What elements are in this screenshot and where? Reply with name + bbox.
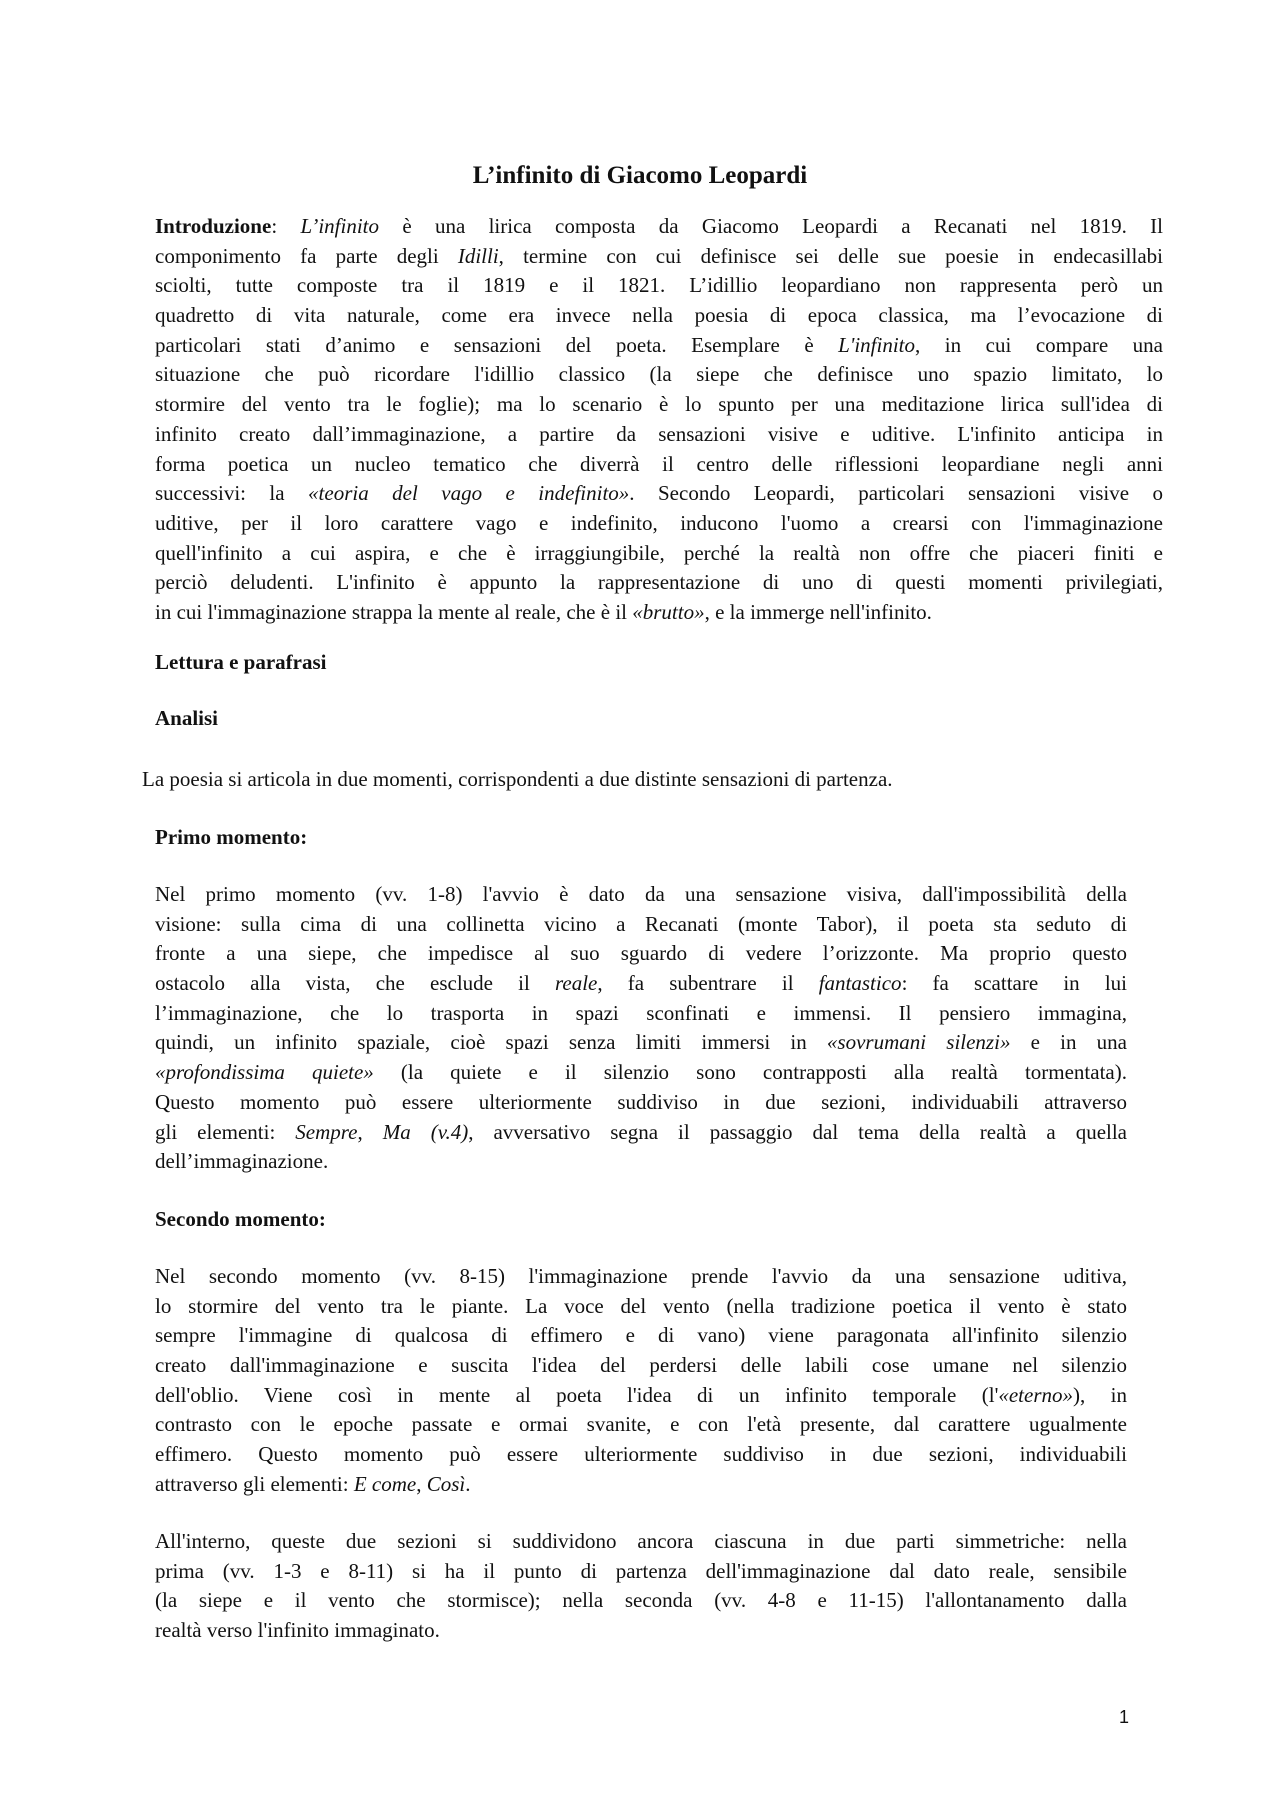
- text-line: [155, 450, 1163, 480]
- text-run: componimento fa parte degli: [155, 243, 458, 268]
- text-run: ,: [357, 1119, 383, 1144]
- text-run: situazione che può ricordare l'idillio classico (la siepe che definisce uno spazio limitato, lo: [155, 362, 1163, 387]
- text-run: particolari stati d’animo e sensazioni del poeta. Esemplare è: [155, 332, 839, 357]
- text-line: [155, 1616, 1127, 1646]
- text-line: [155, 271, 1163, 301]
- text-line: [155, 880, 1127, 910]
- text-run: successivi: la: [155, 481, 309, 506]
- text-run: effimero. Questo momento può essere ulteriormente suddiviso in due sezioni, individuabili: [155, 1442, 1127, 1467]
- text-run: in cui l'immaginazione strappa la mente al reale, che è il: [155, 599, 633, 624]
- text-line: [155, 939, 1127, 969]
- italic-text: Ma (v.4): [382, 1119, 469, 1144]
- text-line: [155, 1381, 1127, 1411]
- document-title: L’infinito di Giacomo Leopardi: [472, 162, 808, 189]
- text-line: [155, 568, 1163, 598]
- italic-text: «teoria del vago e indefinito»: [308, 481, 630, 506]
- text-line: [155, 331, 1163, 361]
- italic-text: «sovrumani silenzi»: [826, 1030, 1011, 1055]
- text-run: All'interno, queste due sezioni si suddividono ancora ciascuna in due parti simmetriche: nella: [155, 1529, 1127, 1553]
- text-line: [155, 1147, 1127, 1177]
- text-run: quindi, un infinito spaziale, cioè spazi senza limiti immersi in: [155, 1030, 827, 1055]
- text-run: , avversativo segna il passaggio dal tema della realtà a quella: [468, 1119, 1128, 1144]
- text-run: infinito creato dall’immaginazione, a partire da sensazioni visive e uditive. L'infinito anticipa in: [155, 421, 1163, 446]
- text-line: [155, 479, 1163, 509]
- text-run: quadretto di vita naturale, come era invece nella poesia di epoca classica, ma l’evocazione di: [155, 303, 1163, 328]
- text-line: [155, 1028, 1127, 1058]
- text-line: [155, 1586, 1127, 1616]
- heading-analisi: Analisi: [155, 706, 219, 730]
- text-line: [155, 242, 1163, 272]
- text-run: creato dall'immaginazione e suscita l'idea del perdersi delle labili cose umane nel silenzio: [155, 1353, 1127, 1378]
- text-line: [155, 1470, 1127, 1500]
- text-run: dell'oblio. Viene così in mente al poeta l'idea di un infinito temporale (l': [155, 1382, 999, 1407]
- text-run: forma poetica un nucleo tematico che diverrà il centro delle riflessioni leopardiane negli anni: [155, 451, 1163, 476]
- italic-text: reale: [554, 971, 598, 996]
- text-run: l’immaginazione, che lo trasporta in spazi sconfinati e immensi. Il pensiero immagina,: [155, 1000, 1127, 1025]
- primo-momento-paragraph: [155, 880, 1127, 1177]
- analisi-intro-text: La poesia si articola in due momenti, corrispondenti a due distinte sensazioni di partenza.: [142, 767, 893, 791]
- text-line: [155, 539, 1163, 569]
- text-run: , fa subentrare il: [597, 971, 819, 996]
- text-line: [155, 1118, 1127, 1148]
- text-line: [155, 1527, 1127, 1557]
- interno-paragraph: [155, 1527, 1127, 1646]
- text-line: [155, 1321, 1127, 1351]
- text-line: [155, 390, 1163, 420]
- text-line: [155, 910, 1127, 940]
- italic-text: «profondissima quiete»: [155, 1060, 374, 1085]
- italic-text: Sempre: [295, 1119, 358, 1144]
- text-line: [155, 999, 1127, 1029]
- heading-secondo-momento: Secondo momento:: [155, 1207, 326, 1231]
- text-run: (la quiete e il silenzio sono contrapposti alla realtà tormentata).: [373, 1060, 1127, 1085]
- text-run: fronte a una siepe, che impedisce al suo sguardo di vedere l’orizzonte. Ma proprio questo: [155, 941, 1127, 966]
- italic-text: «eterno»: [998, 1382, 1074, 1407]
- text-run: Nel primo momento (vv. 1-8) l'avvio è dato da una sensazione visiva, dall'impossibilità della: [155, 882, 1127, 906]
- text-line: [155, 509, 1163, 539]
- text-run: dell’immaginazione.: [155, 1149, 329, 1174]
- text-line: [155, 1410, 1127, 1440]
- italic-text: fantastico: [818, 971, 902, 996]
- text-run: e in una: [1010, 1030, 1127, 1055]
- text-run: gli elementi:: [155, 1119, 296, 1144]
- text-run: lo stormire del vento tra le piante. La voce del vento (nella tradizione poetica il vento è stato: [155, 1293, 1127, 1318]
- italic-text: «brutto»: [632, 599, 705, 624]
- text-run: contrasto con le epoche passate e ormai svanite, e con l'età presente, dal carattere ugualmente: [155, 1412, 1127, 1437]
- text-line: [155, 1088, 1127, 1118]
- text-line: [155, 598, 1163, 628]
- text-run: perciò deludenti. L'infinito è appunto la rappresentazione di uno di questi momenti privilegiati,: [155, 570, 1163, 595]
- text-run: visione: sulla cima di una collinetta vicino a Recanati (monte Tabor), il poeta sta seduto di: [155, 911, 1127, 936]
- text-line: [155, 1058, 1127, 1088]
- text-run: , in cui compare una: [915, 332, 1163, 357]
- heading-lettura-parafrasi: Lettura e parafrasi: [155, 650, 327, 674]
- text-run: : fa scattare in lui: [901, 971, 1127, 996]
- text-line: [155, 420, 1163, 450]
- text-run: . Secondo Leopardi, particolari sensazioni visive o: [629, 481, 1164, 506]
- text-line: [155, 212, 1163, 242]
- text-line: [155, 1262, 1127, 1292]
- text-run: ), in: [1073, 1382, 1127, 1407]
- bold-label: Introduzione: [155, 214, 272, 238]
- italic-text: E come: [353, 1471, 417, 1496]
- text-run: ,: [416, 1471, 427, 1496]
- text-line: [155, 969, 1127, 999]
- text-run: Nel secondo momento (vv. 8-15) l'immaginazione prende l'avvio da una sensazione uditiva,: [155, 1264, 1127, 1288]
- text-run: attraverso gli elementi:: [155, 1471, 354, 1496]
- text-run: ostacolo alla vista, che esclude il: [155, 971, 555, 996]
- heading-primo-momento: Primo momento:: [155, 825, 308, 849]
- text-line: [155, 1292, 1127, 1322]
- text-line: [155, 360, 1163, 390]
- text-run: quell'infinito a cui aspira, e che è irraggiungibile, perché la realtà non offre che piaceri finiti e: [155, 540, 1163, 565]
- italic-text: L'infinito: [838, 332, 916, 357]
- italic-text: Così: [426, 1471, 466, 1496]
- text-run: realtà verso l'infinito immaginato.: [155, 1618, 440, 1643]
- text-line: [155, 1557, 1127, 1587]
- italic-text: Idilli: [457, 243, 499, 268]
- text-line: [155, 301, 1163, 331]
- text-run: .: [465, 1471, 471, 1496]
- text-run: :: [271, 214, 301, 238]
- text-line: [155, 1440, 1127, 1470]
- secondo-momento-paragraph: [155, 1262, 1127, 1500]
- text-run: Questo momento può essere ulteriormente suddiviso in due sezioni, individuabili attraverso: [155, 1089, 1127, 1114]
- text-run: , e la immerge nell'infinito.: [704, 599, 932, 624]
- text-run: è una lirica composta da Giacomo Leopardi a Recanati nel 1819. Il: [379, 214, 1163, 238]
- text-run: sempre l'immagine di qualcosa di effimero e di vano) viene paragonata all'infinito silenzio: [155, 1323, 1127, 1348]
- text-run: uditive, per il loro carattere vago e indefinito, inducono l'uomo a crearsi con l'immaginazione: [155, 510, 1163, 535]
- text-run: (la siepe e il vento che stormisce); nella seconda (vv. 4-8 e 11-15) l'allontanamento dalla: [155, 1588, 1127, 1613]
- text-run: sciolti, tutte composte tra il 1819 e il 1821. L’idillio leopardiano non rappresenta però un: [155, 273, 1163, 298]
- text-run: , termine con cui definisce sei delle sue poesie in endecasillabi: [498, 243, 1163, 268]
- text-line: [155, 1351, 1127, 1381]
- text-run: prima (vv. 1-3 e 8-11) si ha il punto di partenza dell'immaginazione dal dato reale, sensibile: [155, 1558, 1127, 1583]
- intro-paragraph: [155, 212, 1163, 628]
- italic-text: L’infinito: [300, 214, 380, 238]
- page-number: 1: [1119, 1707, 1130, 1727]
- text-run: stormire del vento tra le foglie); ma lo scenario è lo spunto per una meditazione lirica sull'idea di: [155, 392, 1163, 417]
